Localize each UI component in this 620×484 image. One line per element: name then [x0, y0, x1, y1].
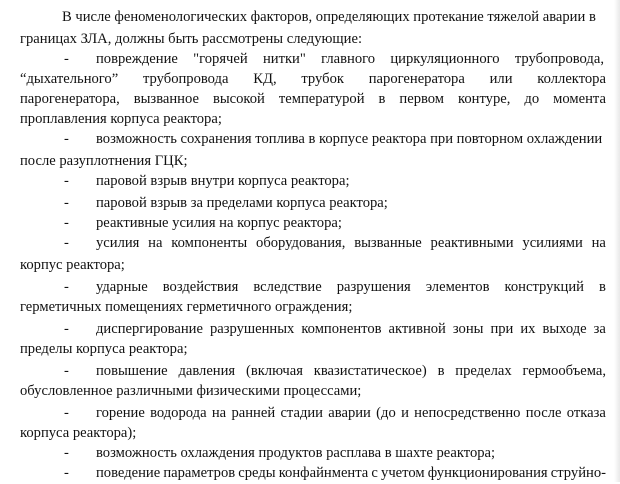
list-item-text: реактивные усилия на корпус реактора;: [96, 215, 342, 231]
list-item-text: возможность охлаждения продуктов расплава в шахте реактора;: [96, 445, 496, 461]
list-item-continued: пределы корпуса реактора;: [20, 341, 188, 357]
list-item: - паровой взрыв за пределами корпуса реактора;: [0, 192, 620, 214]
list-item: - усилия на компоненты оборудования, вызванные реактивными усилиями на: [64, 235, 606, 251]
list-item: - повреждение "горячей нитки" главного циркуляционного трубопровода,: [64, 51, 604, 67]
intro-line-1: В числе феноменологических факторов, определяющих протекание тяжелой аварии в: [62, 9, 596, 25]
list-item: - реактивные усилия на корпус реактора;: [0, 212, 620, 234]
list-item: - поведение параметров среды конфайнмента с учетом функционирования струйно-: [64, 465, 606, 481]
list-item-continued: корпус реактора;: [20, 257, 125, 273]
list-item: - ударные воздействия вследствие разрушения элементов конструкций в: [64, 279, 606, 295]
list-item-continued: обусловленное различными физическими процессами;: [20, 383, 362, 399]
intro-line-2: границах ЗЛА, должны быть рассмотрены следующие:: [20, 31, 362, 47]
list-item-continued: проплавления корпуса реактора;: [20, 111, 222, 127]
list-item: - возможность охлаждения продуктов расплава в шахте реактора;: [0, 442, 620, 464]
list-item-continued: корпуса реактора);: [20, 425, 137, 441]
list-item-text: паровой взрыв внутри корпуса реактора;: [96, 173, 350, 189]
list-item: - диспергирование разрушенных компонентов активной зоны при их выходе за: [64, 321, 606, 337]
list-item: - горение водорода на ранней стадии аварии (до и непосредственно после отказа: [64, 405, 606, 421]
list-item: - возможность сохранения топлива в корпусе реактора при повторном охлаждении: [64, 131, 603, 147]
list-item-text: паровой взрыв за пределами корпуса реактора;: [96, 195, 388, 211]
list-item-continued: герметичных помещениях герметичного ограждения;: [20, 299, 353, 315]
page-edge-shadow: [614, 0, 620, 482]
list-item-continued: “дыхательного” трубопровода КД, трубок парогенератора или коллектора: [20, 71, 606, 87]
list-item: - повышение давления (включая квазистатическое) в пределах гермообъема,: [64, 363, 606, 379]
list-item: - паровой взрыв внутри корпуса реактора;: [0, 170, 620, 192]
list-item-continued: после разуплотнения ГЦК;: [20, 153, 188, 169]
list-item-continued: парогенератора, вызванное высокой температурой в первом контуре, до момента: [20, 91, 606, 107]
